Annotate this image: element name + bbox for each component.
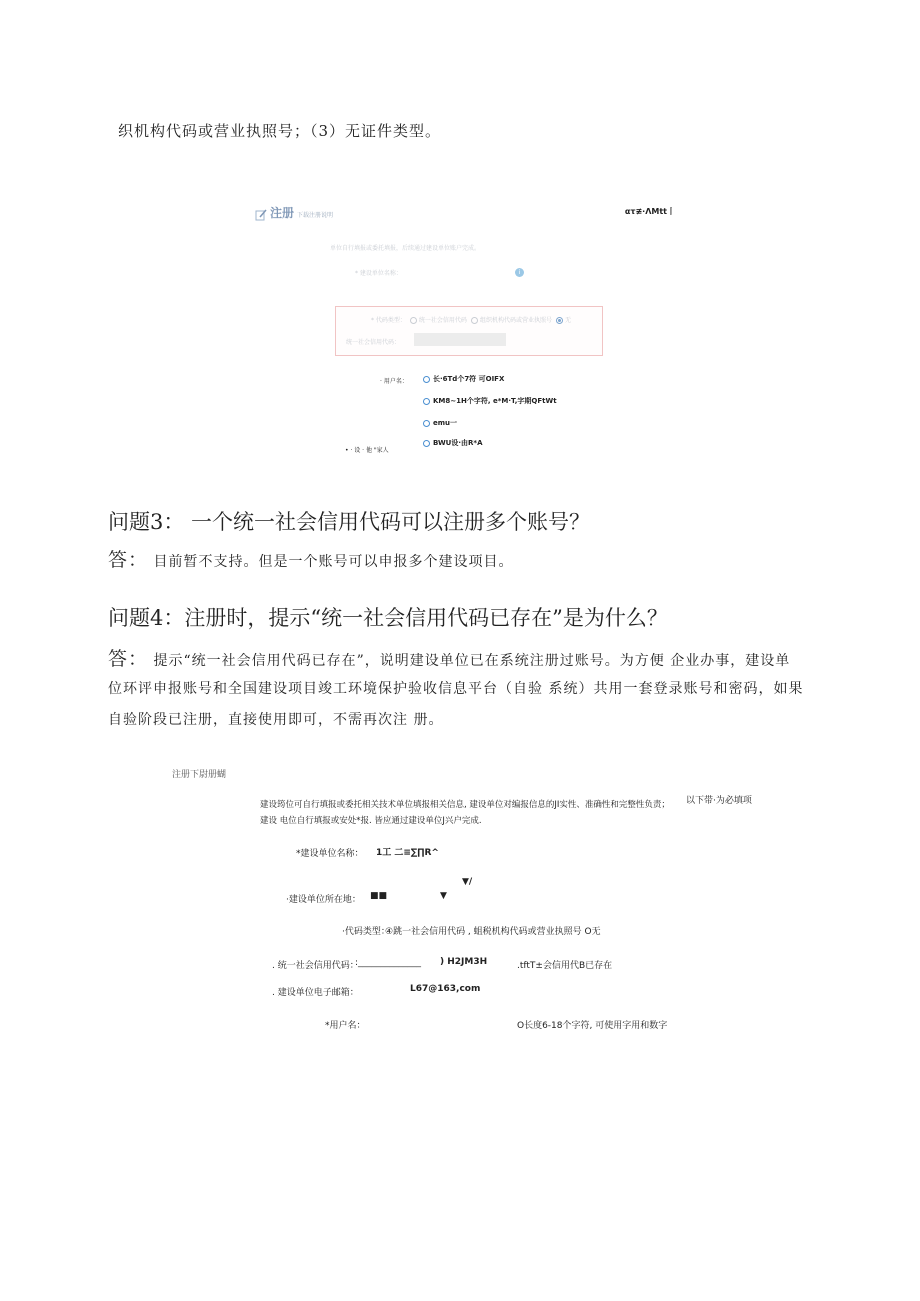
location-value[interactable]: ■■ — [370, 891, 388, 901]
uscc-blank[interactable]: :______________ — [355, 958, 422, 968]
notice-line-1: 建设筠位可自行填报或委托相关技术单位填报相关信息, 建设单位对编报信息的JI实性、准确性和完整性负责； — [260, 800, 670, 810]
contact-label: • · 设 · 他 "家人 — [345, 447, 389, 454]
code-type-label: ·代码类型： — [342, 927, 390, 937]
uscc-label: . 统一社会信用代码： — [272, 961, 359, 971]
username-label: *用户名： — [325, 1021, 366, 1031]
registration-tab[interactable]: 注册下尉册蝴 — [172, 770, 227, 780]
registration-title — [255, 204, 333, 221]
required-note: 以下带·为必填项 — [686, 796, 752, 806]
location-label: ·建设单位所在地： — [286, 895, 361, 905]
hint-item: emu一 — [423, 418, 457, 428]
answer-4-line-2: 位环评申报账号和全国建设项目竣工环境保护验收信息平台（自验 系统）共用一套登录账号和密码，如果 — [108, 681, 804, 697]
intro-text: 织机构代码或营业执照号；（3）无证件类型。 — [118, 122, 442, 140]
question-4: 问题4：注册时，提示“统一社会信用代码已存在”是为什么？ — [108, 606, 668, 630]
radio-option-none[interactable]: 无 — [556, 315, 571, 324]
circle-icon — [423, 440, 430, 447]
uscc-label: 统一社会信用代码： — [346, 339, 401, 346]
location-arrow-icon[interactable]: ▼ — [440, 891, 447, 901]
hint-item: 长·6Td个7符 可OIFX — [423, 374, 504, 384]
uscc-error-message: .tftT±会信用代B已存在 — [517, 961, 613, 971]
registration-screenshot-1 — [255, 198, 675, 463]
answer-3 — [108, 545, 513, 572]
email-label: . 建设单位电子邮箱： — [272, 988, 359, 998]
notice-text: 单位自行填报或委托填报，后续通过建设单位账户完成。 — [330, 245, 481, 252]
answer-label: 答： — [108, 549, 149, 571]
uscc-value[interactable]: ) H2JM3H — [440, 957, 488, 967]
hint-item: KM8~1H个字符, e*M·T,字期QFtWt — [423, 396, 557, 406]
username-hint: O长度6-18个字符, 可使用字用和数字 — [517, 1021, 668, 1031]
circle-icon — [423, 398, 430, 405]
circle-icon — [423, 420, 430, 427]
radio-icon — [410, 317, 417, 324]
info-icon[interactable]: i — [515, 268, 524, 277]
uscc-input[interactable] — [414, 333, 506, 346]
answer-4-line-1 — [108, 644, 790, 671]
username-label: · 用户名： — [380, 378, 408, 385]
unit-name-value[interactable]: 1工 二≡∑∏R^ — [376, 848, 439, 858]
answer-4-line-3: 自验阶段已注册，直接使用即可，不需再次注 册。 — [108, 712, 444, 728]
location-dropdown-icon[interactable]: ▼/ — [462, 877, 473, 887]
answer-text: 提示“统一社会信用代码已存在”，说明建设单位已在系统注册过账号。为方便 企业办事，建设单 — [153, 653, 791, 669]
hint-item: BWU设·由R*A — [423, 438, 483, 448]
notice-line-2: 建设 电位自行填报或安处*报. 皆应通过建设单位J兴户完成. — [260, 816, 482, 826]
unit-name-label: * 建设单位名称： — [355, 270, 402, 277]
question-3: 问题3： 一个统一社会信用代码可以注册多个账号？ — [108, 510, 591, 534]
unit-name-label: *建设单位名称： — [296, 849, 364, 859]
title-text: 注册 — [270, 206, 295, 220]
radio-option-org-code[interactable]: 组织机构代码或营业执照号 — [471, 315, 552, 324]
circle-icon — [423, 376, 430, 383]
pencil-icon — [255, 209, 267, 221]
radio-icon — [471, 317, 478, 324]
radio-selected-icon — [556, 317, 563, 324]
answer-text: 目前暂不支持。但是一个账号可以申报多个建设项目。 — [153, 554, 514, 570]
code-type-panel — [335, 306, 603, 356]
code-type-label: * 代码类型： — [371, 317, 406, 324]
header-right-text: ατ≢·ΛMtt丨 — [624, 207, 675, 216]
code-type-row — [371, 315, 571, 324]
answer-label: 答： — [108, 648, 149, 670]
code-type-options[interactable]: ④跳一社会信用代码 , 蛆税机构代码或营业执照号 O无 — [385, 927, 601, 937]
download-guide-link[interactable]: 下载注册说明 — [297, 212, 334, 219]
radio-option-uscc[interactable]: 统一社会信用代码 — [410, 315, 467, 324]
email-value[interactable]: L67@163,com — [410, 984, 481, 994]
